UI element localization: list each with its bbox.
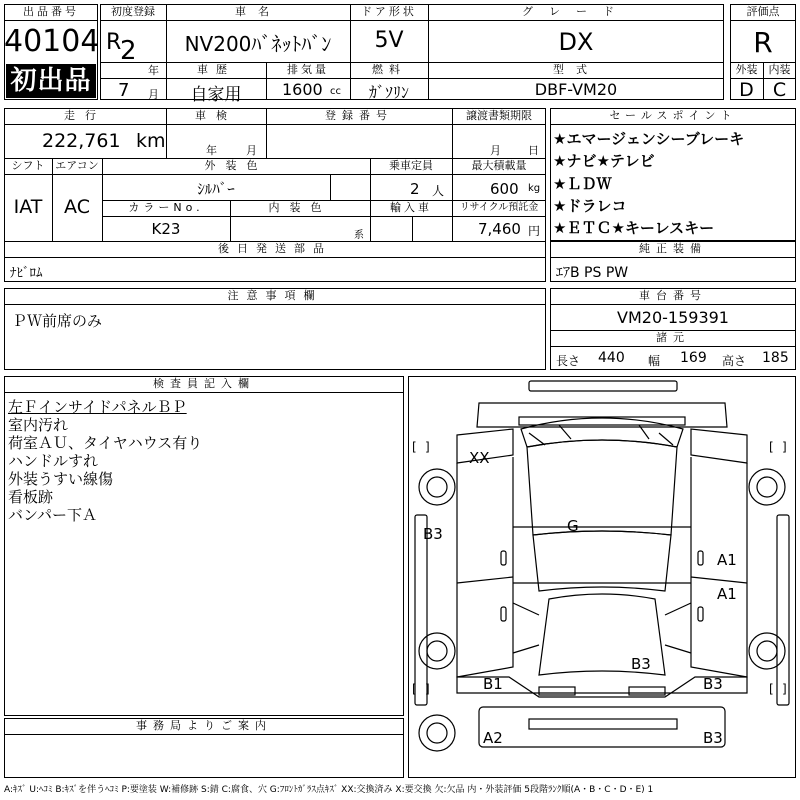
- int-color-unit: 系: [354, 230, 364, 241]
- inspector-line-7: バンパー下Ａ: [8, 506, 97, 524]
- sales-points-label: セールスポイント: [609, 109, 737, 122]
- first-listing-badge: 初出品: [6, 64, 96, 98]
- air-conditioner: AC: [64, 196, 90, 218]
- shift-label: シフト: [11, 159, 45, 172]
- mark-right-front-door: A1: [717, 551, 737, 569]
- chassis-number: VM20-159391: [617, 308, 729, 327]
- svg-text:]: ]: [782, 682, 787, 696]
- mark-rear-glass: B3: [631, 655, 651, 673]
- office-label: 事務局よりご案内: [136, 719, 272, 732]
- svg-text:]: ]: [425, 440, 430, 454]
- max-load-unit: kg: [528, 183, 541, 194]
- mark-front-left-top: XX: [469, 449, 490, 467]
- recycle-unit: 円: [528, 224, 541, 238]
- transfer-month-unit: 月: [490, 144, 501, 157]
- sales-point-2: ★ナビ★テレビ: [553, 152, 655, 170]
- score: R: [753, 26, 773, 59]
- after-parts: ﾅﾋﾞﾛﾑ: [10, 266, 43, 281]
- inspector-line-4: ハンドルすれ: [8, 452, 99, 470]
- inspector-line-5: 外装うすい線傷: [8, 470, 114, 488]
- ext-color-label: 外装色: [204, 159, 268, 172]
- length-label: 長さ: [556, 354, 581, 368]
- inspection-label: 車検: [195, 109, 237, 122]
- grade: DX: [558, 28, 594, 56]
- max-load-label: 最大積載量: [471, 159, 527, 172]
- capacity-unit: 人: [432, 184, 445, 198]
- transfer-deadline-label: 譲渡書類期限: [466, 109, 532, 122]
- after-parts-label: 後日発送部品: [218, 242, 332, 255]
- sales-point-4: ★ドラレコ: [553, 197, 627, 215]
- reg-number-label: 登録番号: [325, 109, 393, 122]
- height-label: 高さ: [722, 354, 747, 368]
- color-no-label: カラーNo.: [128, 201, 204, 214]
- inspector-label: 検査員記入欄: [153, 377, 255, 390]
- svg-text:[: [: [412, 440, 417, 454]
- car-name-label: 車名: [235, 5, 281, 18]
- svg-text:]: ]: [425, 682, 430, 696]
- inspection-month-unit: 月: [246, 144, 257, 157]
- transfer-day-unit: 日: [528, 144, 539, 157]
- inspector-line-1: 左ＦインサイドパネルＢＰ: [8, 398, 187, 416]
- height: 185: [762, 350, 789, 366]
- first-reg-year: 2: [120, 36, 137, 66]
- exterior-grade: D: [739, 79, 754, 101]
- inspection-year-unit: 年: [206, 144, 217, 157]
- history-label: 車歴: [197, 63, 235, 76]
- mark-roof: G: [567, 517, 579, 535]
- score-label: 評価点: [746, 5, 780, 18]
- chassis-label: 車台番号: [639, 289, 707, 302]
- door-label: ドア形状: [361, 5, 417, 18]
- recycle-label: リサイクル預託金: [459, 202, 539, 213]
- svg-text:[: [: [769, 682, 774, 696]
- first-reg-month: 7: [118, 80, 130, 101]
- model-label: 型式: [553, 63, 599, 76]
- fuel-label: 燃料: [372, 63, 406, 76]
- exterior-label: 外装: [735, 63, 758, 76]
- mark-left-front-door: B3: [423, 525, 443, 543]
- mark-left-rear: B1: [483, 675, 503, 693]
- sales-point-5: ★ＥＴＣ★キーレスキー: [553, 219, 715, 237]
- import-label: 輸入車: [390, 201, 432, 214]
- ext-color: ｼﾙﾊﾞｰ: [197, 180, 235, 198]
- width: 169: [680, 350, 707, 366]
- capacity: 2: [410, 180, 420, 198]
- displacement-unit: cc: [330, 86, 341, 97]
- grade-label: グレード: [522, 5, 630, 18]
- recycle-fee: 7,460: [478, 220, 521, 238]
- width-label: 幅: [648, 354, 661, 368]
- model-code: DBF-VM20: [534, 80, 618, 99]
- fuel: ｶﾞｿﾘﾝ: [368, 83, 409, 102]
- inspector-line-2: 室内汚れ: [8, 416, 69, 434]
- car-diagram: [408, 376, 796, 778]
- mark-right-rear: B3: [703, 675, 723, 693]
- history: 自家用: [190, 85, 242, 105]
- mileage: 222,761: [42, 130, 121, 152]
- color-number: K23: [151, 220, 181, 238]
- mark-bumper-left: A2: [483, 729, 503, 747]
- mark-bumper-right: B3: [703, 729, 723, 747]
- dims-label: 諸元: [656, 331, 690, 344]
- displacement: 1600: [282, 80, 323, 99]
- int-color-label: 内装色: [268, 201, 332, 214]
- sales-point-3: ★ＬＤＷ: [553, 175, 612, 193]
- ac-label: エアコン: [55, 159, 99, 172]
- legend: A:ｷｽﾞ U:ﾍｺﾐ B:ｷｽﾞを伴うﾍｺﾐ P:要塗装 W:補修跡 S:錆 C:腐食、穴 G:ﾌﾛﾝﾄｶﾞﾗｽ点ｷｽﾞ XX:交換済み X:要交換 欠:欠品 内・外装評価 5段階ﾗﾝｸ順(A・B・C・D・E) 1: [4, 785, 654, 795]
- inspector-line-3: 荷室ＡＵ、タイヤハウス有り: [8, 434, 203, 452]
- mileage-unit: km: [136, 130, 166, 152]
- notes: ＰＷ前席のみ: [12, 312, 103, 330]
- max-load: 600: [490, 180, 519, 198]
- length: 440: [598, 350, 625, 366]
- first-reg-label: 初度登録: [111, 5, 155, 18]
- car-name: NV200ﾊﾞﾈｯﾄﾊﾞﾝ: [184, 32, 332, 56]
- svg-text:[: [: [412, 682, 417, 696]
- door-type: 5V: [374, 28, 404, 53]
- inspector-line-6: 看板跡: [8, 488, 54, 506]
- lot-number: 40104: [4, 24, 100, 59]
- equipment-label: 純正装備: [639, 242, 707, 255]
- interior-label: 内装: [768, 63, 791, 76]
- mark-right-rear-door: A1: [717, 585, 737, 603]
- svg-text:[: [: [769, 440, 774, 454]
- displacement-label: 排気量: [287, 63, 329, 76]
- shift: IAT: [13, 196, 43, 218]
- year-unit: 年: [148, 64, 159, 77]
- lot-number-label: 出品番号: [23, 5, 79, 18]
- equipment: ｴｱB PS PW: [556, 265, 629, 281]
- month-unit: 月: [148, 88, 159, 101]
- mileage-label: 走行: [64, 109, 106, 122]
- sales-point-1: ★エマージェンシーブレーキ: [553, 130, 745, 148]
- interior-grade: C: [772, 79, 787, 101]
- notes-label: 注意事項欄: [227, 289, 323, 302]
- capacity-label: 乗車定員: [389, 159, 433, 172]
- svg-text:]: ]: [782, 440, 787, 454]
- era: R: [106, 30, 122, 55]
